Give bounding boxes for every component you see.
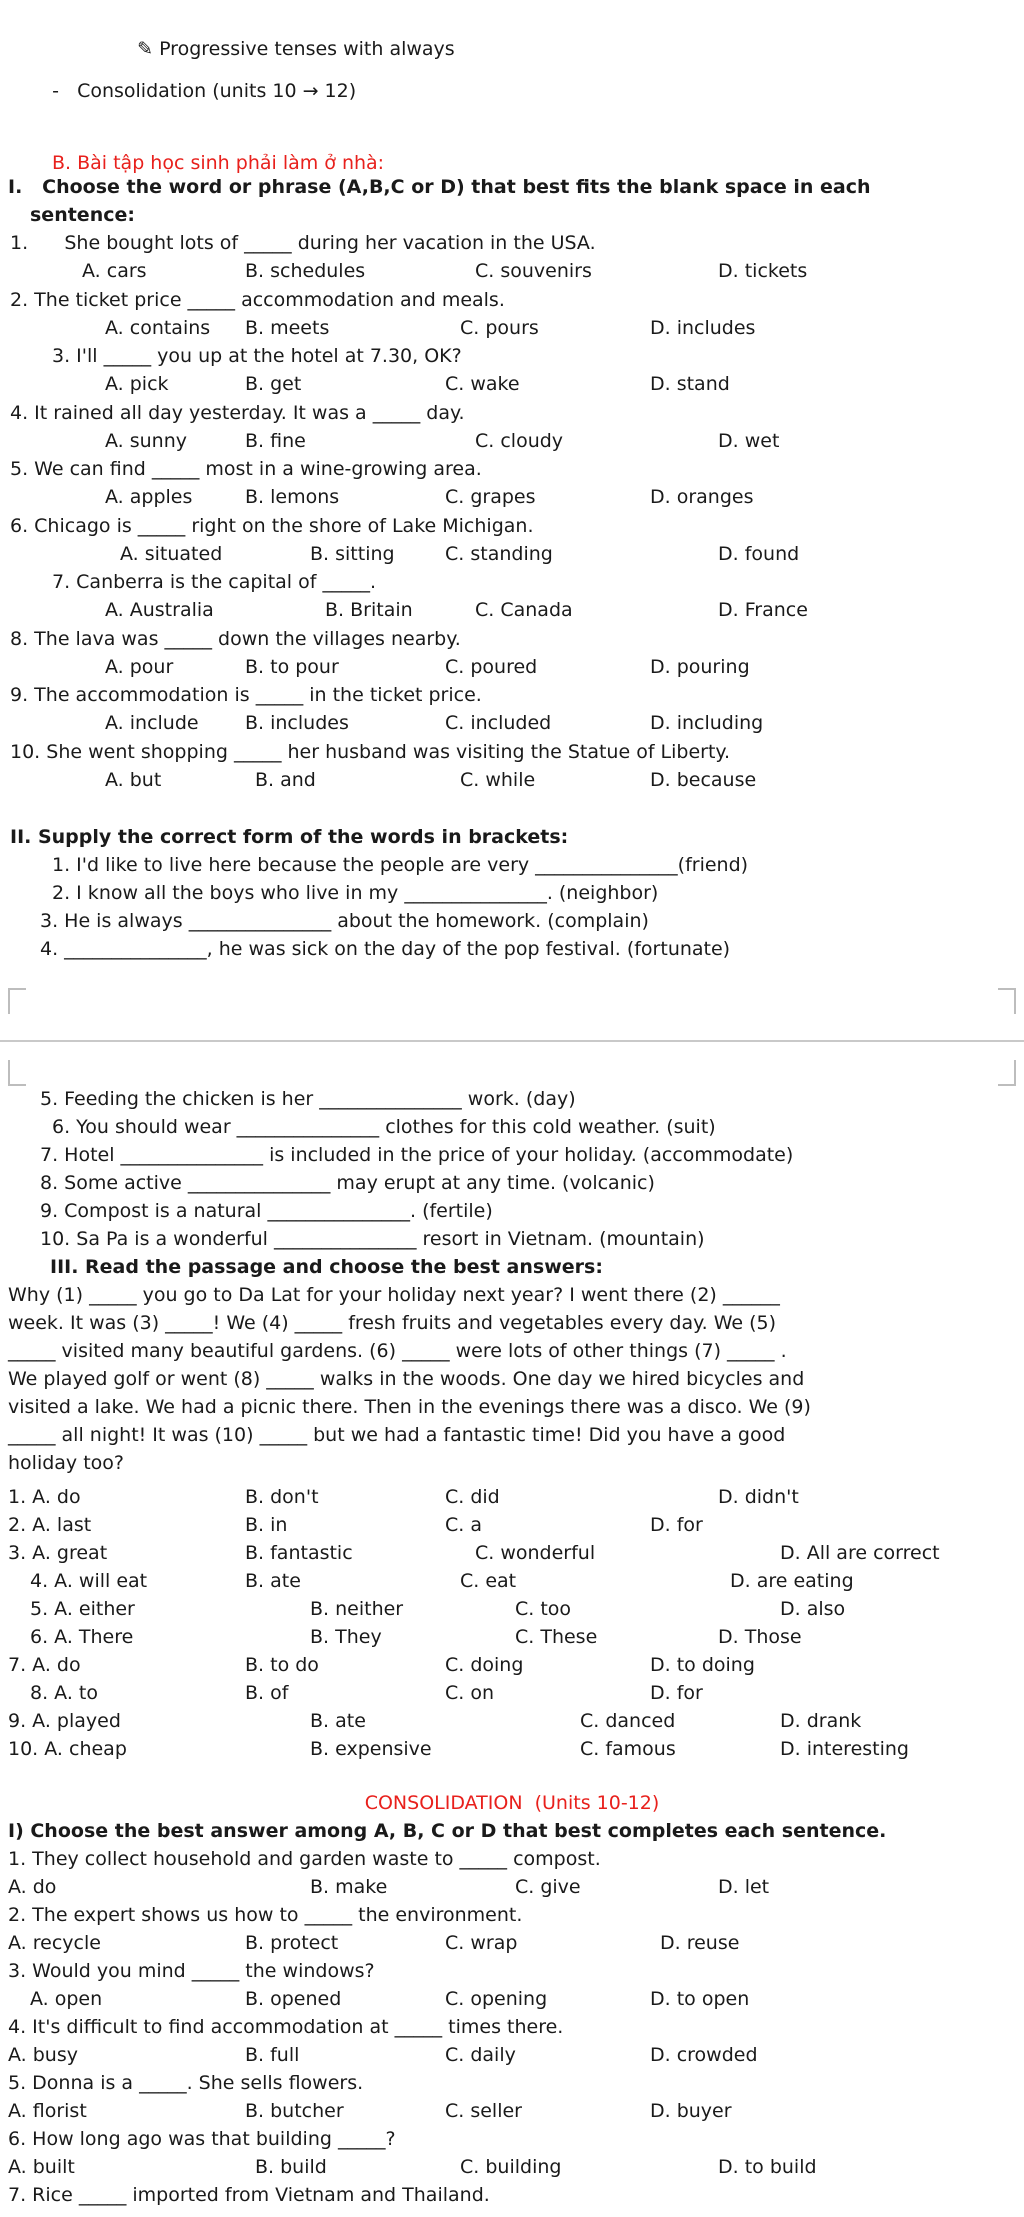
answer-option-a: A. contains bbox=[105, 316, 211, 339]
list-item: 6. You should wear _______________ clothes for this cold weather. (suit) bbox=[52, 1116, 716, 1138]
answer-option-a: A. pour bbox=[105, 655, 174, 678]
answer-option-b: B. don't bbox=[245, 1486, 319, 1508]
answer-option-c: C. a bbox=[445, 1514, 482, 1536]
answer-option-c: C. give bbox=[515, 1876, 581, 1898]
answer-option-b: B. includes bbox=[245, 712, 349, 734]
answer-option-a: A. florist bbox=[8, 2100, 87, 2122]
answer-option-b: B. to pour bbox=[245, 655, 339, 678]
answer-option-b: B. neither bbox=[310, 1598, 404, 1620]
answer-option-c: C. daily bbox=[445, 2044, 516, 2066]
answer-option-d: D. All are correct bbox=[780, 1542, 940, 1564]
answer-option-b: B. lemons bbox=[245, 486, 340, 508]
question-text: 2. The expert shows us how to _____ the environment. bbox=[8, 1904, 523, 1926]
answer-option-a: A. include bbox=[105, 712, 199, 734]
answer-option-b: B. protect bbox=[245, 1932, 339, 1954]
consolidation-title: CONSOLIDATION (Units 10-12) bbox=[364, 1792, 660, 1814]
answer-option-b: B. build bbox=[255, 2156, 327, 2178]
answer-option-c: C. opening bbox=[445, 1988, 548, 2010]
answer-option-a: A. do bbox=[8, 1876, 57, 1898]
question-text: 3. I'll _____ you up at the hotel at 7.30, OK? bbox=[52, 345, 462, 367]
answer-option-b: B. full bbox=[245, 2044, 300, 2066]
answer-option-c: C. doing bbox=[445, 1654, 524, 1676]
answer-option-a: A. apples bbox=[105, 486, 193, 508]
homework-title: B. Bài tập học sinh phải làm ở nhà: bbox=[52, 152, 385, 174]
answer-option-d: D. drank bbox=[780, 1710, 862, 1732]
answer-option-d: D. for bbox=[650, 1514, 703, 1536]
answer-option-a: 6. A. There bbox=[30, 1626, 134, 1648]
answer-option-a: A. but bbox=[105, 768, 162, 791]
list-item: 3. He is always _______________ about the homework. (complain) bbox=[40, 910, 649, 932]
question-text: 6. Chicago is _____ right on the shore of Lake Michigan. bbox=[10, 514, 534, 537]
answer-option-b: B. fantastic bbox=[245, 1542, 353, 1564]
answer-option-b: B. to do bbox=[245, 1654, 319, 1676]
question-text: 5. We can find _____ most in a wine-growing area. bbox=[10, 458, 482, 480]
list-item: 1. I'd like to live here because the people are very _______________(friend) bbox=[52, 854, 749, 876]
answer-option-d: D. Those bbox=[718, 1626, 802, 1648]
passage-line: holiday too? bbox=[8, 1452, 124, 1474]
answer-option-c: C. on bbox=[445, 1682, 495, 1704]
answer-option-a: A. sunny bbox=[105, 429, 188, 452]
answer-option-a: A. busy bbox=[8, 2044, 78, 2066]
answer-option-a: 3. A. great bbox=[8, 1542, 108, 1564]
answer-option-a: 5. A. either bbox=[30, 1598, 135, 1620]
page-break-divider bbox=[0, 1040, 1024, 1042]
answer-option-d: D. to open bbox=[650, 1988, 750, 2010]
answer-option-c: C. building bbox=[460, 2156, 562, 2178]
answer-option-d: D. buyer bbox=[650, 2100, 732, 2122]
answer-option-d: D. also bbox=[780, 1598, 846, 1620]
header-item-consolidation: - Consolidation (units 10 → 12) bbox=[52, 80, 357, 102]
list-item: 9. Compost is a natural _______________. (fertile) bbox=[40, 1200, 493, 1222]
passage-line: _____ all night! It was (10) _____ but we had a fantastic time! Did you have a good bbox=[8, 1424, 786, 1446]
part1-instruction-cont: sentence: bbox=[30, 204, 135, 226]
answer-option-b: B. meets bbox=[245, 316, 330, 339]
answer-option-d: D. stand bbox=[650, 373, 730, 395]
pencil-icon: ✎ bbox=[137, 38, 154, 60]
answer-option-c: C. seller bbox=[445, 2100, 522, 2122]
answer-option-d: D. to build bbox=[718, 2156, 817, 2178]
part3-title: III. Read the passage and choose the best answers: bbox=[50, 1256, 603, 1278]
answer-option-a: A. situated bbox=[120, 542, 223, 565]
answer-option-c: C. grapes bbox=[445, 486, 536, 508]
answer-option-d: D. for bbox=[650, 1682, 703, 1704]
answer-option-b: B. and bbox=[255, 768, 316, 791]
answer-option-a: A. recycle bbox=[8, 1932, 101, 1954]
answer-option-d: D. interesting bbox=[780, 1738, 909, 1760]
answer-option-a: 10. A. cheap bbox=[8, 1738, 127, 1760]
answer-option-b: B. get bbox=[245, 373, 302, 395]
list-item: 10. Sa Pa is a wonderful _______________ resort in Vietnam. (mountain) bbox=[40, 1228, 705, 1250]
answer-option-c: C. standing bbox=[445, 542, 553, 565]
question-text: 10. She went shopping _____ her husband was visiting the Statue of Liberty. bbox=[10, 740, 730, 763]
answer-option-b: B. make bbox=[310, 1876, 388, 1898]
answer-option-b: B. in bbox=[245, 1514, 288, 1536]
answer-option-c: C. danced bbox=[580, 1710, 676, 1732]
answer-option-a: 8. A. to bbox=[30, 1682, 98, 1704]
answer-option-b: B. They bbox=[310, 1626, 382, 1648]
answer-option-c: C. famous bbox=[580, 1738, 676, 1760]
answer-option-b: B. butcher bbox=[245, 2100, 344, 2122]
answer-option-a: A. Australia bbox=[105, 599, 214, 621]
answer-option-c: C. while bbox=[460, 768, 536, 791]
list-item: 8. Some active _______________ may erupt at any time. (volcanic) bbox=[40, 1172, 655, 1194]
answer-option-c: C. Canada bbox=[475, 599, 573, 621]
answer-option-c: C. poured bbox=[445, 655, 538, 678]
part1-instruction: I. Choose the word or phrase (A,B,C or D) that best fits the blank space in each bbox=[8, 176, 871, 198]
passage-line: week. It was (3) _____! We (4) _____ fresh fruits and vegetables every day. We (5) bbox=[8, 1312, 777, 1334]
page-corner-mark bbox=[998, 1060, 1016, 1086]
answer-option-c: C. cloudy bbox=[475, 429, 564, 452]
answer-option-c: C. too bbox=[515, 1598, 572, 1620]
consolidation-instruction: I) Choose the best answer among A, B, C or D that best completes each sentence. bbox=[8, 1820, 887, 1842]
answer-option-b: B. fine bbox=[245, 429, 306, 452]
answer-option-c: C. souvenirs bbox=[475, 260, 592, 282]
answer-option-d: D. because bbox=[650, 768, 757, 791]
answer-option-a: 1. A. do bbox=[8, 1486, 81, 1508]
answer-option-a: 9. A. played bbox=[8, 1710, 121, 1732]
page-corner-mark bbox=[998, 988, 1016, 1014]
answer-option-a: 2. A. last bbox=[8, 1514, 92, 1536]
answer-option-c: C. wake bbox=[445, 373, 520, 395]
question-text: 4. It's difficult to find accommodation at _____ times there. bbox=[8, 2016, 564, 2038]
answer-option-b: B. opened bbox=[245, 1988, 342, 2010]
passage-line: _____ visited many beautiful gardens. (6) _____ were lots of other things (7) _____ . bbox=[8, 1340, 787, 1362]
question-text: 4. It rained all day yesterday. It was a _____ day. bbox=[10, 401, 465, 424]
page-corner-mark bbox=[8, 1060, 26, 1086]
question-text: 8. The lava was _____ down the villages nearby. bbox=[10, 627, 461, 650]
question-text: 5. Donna is a _____. She sells flowers. bbox=[8, 2072, 364, 2094]
passage-line: visited a lake. We had a picnic there. Then in the evenings there was a disco. We (9) bbox=[8, 1396, 811, 1418]
passage-line: We played golf or went (8) _____ walks in the woods. One day we hired bicycles and bbox=[8, 1368, 805, 1390]
answer-option-a: 7. A. do bbox=[8, 1654, 81, 1676]
answer-option-a: A. cars bbox=[82, 260, 147, 282]
answer-option-a: A. open bbox=[30, 1988, 103, 2010]
answer-option-b: B. ate bbox=[245, 1570, 301, 1592]
question-text: 9. The accommodation is _____ in the ticket price. bbox=[10, 684, 482, 706]
answer-option-c: C. did bbox=[445, 1486, 500, 1508]
question-text: 3. Would you mind _____ the windows? bbox=[8, 1960, 375, 1982]
answer-option-d: D. let bbox=[718, 1876, 770, 1898]
answer-option-c: C. included bbox=[445, 712, 552, 734]
question-text: 6. How long ago was that building _____? bbox=[8, 2128, 396, 2150]
answer-option-a: 4. A. will eat bbox=[30, 1570, 148, 1592]
answer-option-c: C. wrap bbox=[445, 1932, 518, 1954]
question-text: 2. The ticket price _____ accommodation and meals. bbox=[10, 288, 505, 311]
list-item: 5. Feeding the chicken is her _______________ work. (day) bbox=[40, 1088, 576, 1110]
answer-option-c: C. eat bbox=[460, 1570, 517, 1592]
answer-option-d: D. found bbox=[718, 542, 800, 565]
answer-option-d: D. includes bbox=[650, 316, 756, 339]
answer-option-d: D. to doing bbox=[650, 1654, 755, 1676]
header-item-progressive: ✎ Progressive tenses with always bbox=[137, 38, 455, 60]
list-item: 7. Hotel _______________ is included in the price of your holiday. (accommodate) bbox=[40, 1144, 794, 1166]
answer-option-b: B. ate bbox=[310, 1710, 366, 1732]
answer-option-d: D. reuse bbox=[660, 1932, 740, 1954]
answer-option-d: D. including bbox=[650, 712, 764, 734]
list-item: 2. I know all the boys who live in my _______________. (neighbor) bbox=[52, 882, 659, 904]
passage-line: Why (1) _____ you go to Da Lat for your holiday next year? I went there (2) ______ bbox=[8, 1284, 780, 1306]
question-text: 1. They collect household and garden waste to _____ compost. bbox=[8, 1848, 601, 1870]
answer-option-d: D. France bbox=[718, 599, 808, 621]
answer-option-b: B. schedules bbox=[245, 260, 366, 282]
answer-option-d: D. oranges bbox=[650, 486, 754, 508]
answer-option-d: D. are eating bbox=[730, 1570, 854, 1592]
answer-option-b: B. Britain bbox=[325, 599, 413, 621]
answer-option-c: C. pours bbox=[460, 316, 539, 339]
answer-option-b: B. sitting bbox=[310, 542, 395, 565]
question-text: 7. Canberra is the capital of _____. bbox=[52, 571, 377, 593]
answer-option-d: D. didn't bbox=[718, 1486, 799, 1508]
question-text: 1. She bought lots of _____ during her vacation in the USA. bbox=[10, 232, 596, 254]
part2-title: II. Supply the correct form of the words in brackets: bbox=[10, 826, 569, 848]
answer-option-b: B. expensive bbox=[310, 1738, 432, 1760]
answer-option-d: D. wet bbox=[718, 429, 780, 452]
page-corner-mark bbox=[8, 988, 26, 1014]
answer-option-d: D. crowded bbox=[650, 2044, 758, 2066]
list-item: 4. _______________, he was sick on the day of the pop festival. (fortunate) bbox=[40, 938, 731, 960]
question-text: 7. Rice _____ imported from Vietnam and Thailand. bbox=[8, 2184, 490, 2206]
answer-option-a: A. pick bbox=[105, 373, 169, 395]
answer-option-a: A. built bbox=[8, 2156, 75, 2178]
answer-option-b: B. of bbox=[245, 1682, 289, 1704]
answer-option-c: C. wonderful bbox=[475, 1542, 596, 1564]
answer-option-c: C. These bbox=[515, 1626, 598, 1648]
answer-option-d: D. pouring bbox=[650, 655, 750, 678]
answer-option-d: D. tickets bbox=[718, 260, 808, 282]
